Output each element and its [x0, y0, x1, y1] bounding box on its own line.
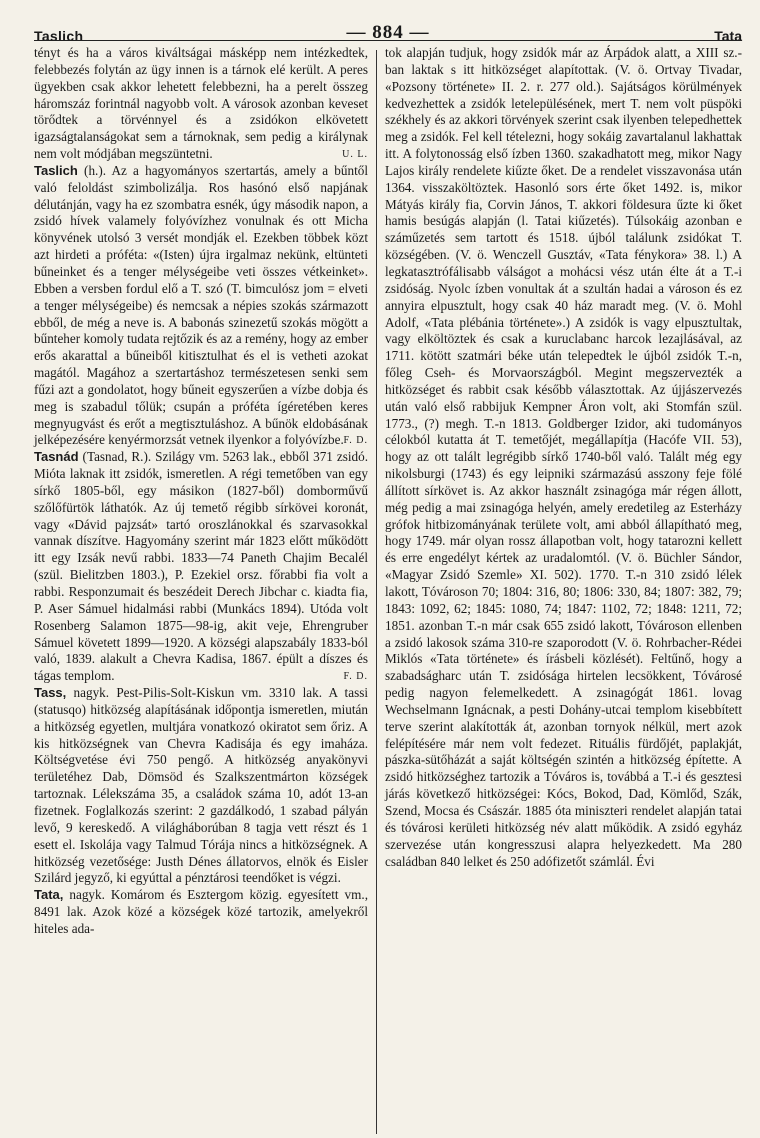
author-signature: F. D.	[343, 435, 368, 447]
author-signature: U. L.	[342, 148, 368, 160]
entry-taslich: Taslich (h.). Az a hagyományos szertartás, amely a bűntől való feloldást szimbolizálja. Ros hasónó első napjának délutánján, vagy ha ez szombatra esnék, úgy második napon, a zsidó hívek valamely folyóvízhez vonulnak és ott Micha könyvének utolsó 3 versét mondják el. Ezekben többek közt azt hirdeti a próféta: «(Isten) újra irgalmaz nekünk, eltünteti bűneinket és a tenger mélységeibe veti összes vétkeinket». Ebben a versben fordul elő a T. szó (T. bimculósz jom = elveti a tenger mélységeibe) és nemcsak a népies szokás származott ebből, de még a neve is. A babonás szinezetű szokás mögött a bűnteher komoly tudata rejtőzik és az a remény, hogy az ember erős akarattal a bűneiből kitisztulhat és el is vetheti azokat magától. Magához a szertartáshoz természetesen senki sem fűzi azt a gondolatot, hogy bűneit egyszerűen a vízbe dobja és meg is szabadul tőlük; csupán a próféta ígéretében keres megnyugvást és erőt a megtisztuláshoz. A bűnök eldobásának jelképezésére kenyérmorzsát vetnek ilyenkor a folyóvízbe.	[34, 162, 369, 448]
entry-tasnad: Tasnád (Tasnad, R.). Szilágy vm. 5263 lak., ebből 371 zsidó. Mióta laknak itt zsidók, ismeretlen. A régi temetőben van egy sírkő 1805-ből, egy másikon (1827-ből) domborművű szőlőfürtök láthatók. Az új temető régibb sírkövei koronát, vagy «Dávid pajzsát» tartó oroszlánokkal és szarvasokkal vannak díszítve. Hagyomány szerint már 1823 előtt működött itt egy Izsák nevű rabbi. 1833—74 Paneth Chajim Becalél (szül. Bielitzben 1803.), P. Ezekiel orsz. főrabbi fia volt a rabbi. Responzumait és beszédeit Derech Jibchar c. kiadta fia, P. Aser Sámuel hidalmási rabbi (Munkács 1894). Utóda volt Rosenberg Salamon 1875—98-ig, akit veje, Ehrengruber Sámuel követett 1899—1920. A községi alapszabály 1833-ból való, 1839. alakult a Chevra Kadisa, 1867. épült a díszes és tágas templom.	[34, 449, 368, 684]
page-number: — 884 —	[346, 22, 430, 43]
entry-tata: Tata, nagyk. Komárom és Esztergom közig. egyesített vm., 8491 lak. Azok közé a községek közé tartozik, amelyekről hiteles ada-	[34, 887, 368, 936]
entry-headword: Tata,	[34, 887, 64, 903]
entry-headword: Tasnád	[34, 449, 79, 465]
right-column	[385, 45, 742, 870]
entry-headword: Tass,	[34, 685, 67, 701]
entry-tass: Tass, nagyk. Pest-Pilis-Solt-Kiskun vm. 3310 lak. A tassi (statusqo) hitközség alapításának időpontja ismeretlen, miután a hitközség egyetlen, multjára vonatkozó okiratot sem őriz. A kis hitközségnek van Chevra Kadisája és egy imaháza. Költségvetése évi 750 pengő. A hitközség anyakönyvi területéhez Dab, Dömsöd és Szalkszentmárton községek tartoznak. Lélekszáma 35, a családok száma 10, adót 13-an fizetnek. Foglalkozás szerint: 2 gazdálkodó, 1 szabad pályán levő, 9 kereskedő. A világháborúban 8 tagja vett részt és 1 esett el. Iskolája vagy Talmud Tórája nincs a hitközségnek. A hitközség vezetősége: Justh Dénes állatorvos, elnök és Eisler Szilárd jegyző, ki egyúttal a pénztárosi teendőket is végzi.	[34, 685, 369, 886]
entry-headword: Taslich	[34, 162, 78, 178]
entry-tata-continued: tok alapján tudjuk, hogy zsidók már az Árpádok alatt, a XIII sz.-ban laktak s itt hitközséget alapítottak. (V. ö. Ortvay Tivadar, «Pozsony története» II. 2. r. 277 old.). Sajátságos körülmények kedvezhettek a zsidók letelepülésének, mert T. nem volt püspöki székhely és az akkori törvények szerint csak ilyenben telepedhettek meg a zsidók. Fel kell tételezni, hogy sokáig zavartalanul lakhattak itt. A folytonosság első ízben 1360. szakadhatott meg, mikor Nagy Lajos király rendelete kiűzte őket. De a rendelet visszavonása után 1364. visszaköltöztek. Hasonló sors érte őket 1492. is, mikor Mátyás király fia, Corvin János, T. akkori földesura űzte ki őket hamis besúgás alapján (l. Tatai kiűzetés). Túlsokáig azonban e száműzetés sem tartott és 1518. újból találunk zsidókat T. községében. (V. ö. Wenczell Gusztáv, «Tata fénykora» 38. l.) A legkatasztrófálisabb válságot a mohácsi vész után élte át a T.-i zsidóság. Nyolc ízben vonultak át a szultán hadai a városon és ez annyira elpusztult, hogy csak 40 ház maradt meg. (V. ö. Mohl Adolf, «Tata plébánia története».) A zsidók is vagy elpusztultak, vagy elköltöztek és csak a kuruclabanc harcok lezajlásával, az 1711. kötött szatmári béke után telepedtek le újból zsidók T.-n, főleg Cseh- és Morvaországból. Megint megszervezték a hitközséget és rabbit csak később választottak. Az újjászervezés után való első rabbijuk Kempner Áron volt, aki Stomfán szül. 1773., (?) megh. T.-n 1813. Goldberger Izidor, aki tudományos célokból kutatta át T. temetőjét, megállapítja (Hacófe VII. 53), hogy az ott talált legrégibb sírkő 1740-ből való. Talált még egy nikolsburgi (1743) és egy leipniki származású asszony feje fölé állított sírkövet is. Az akkor használt zsinagóga már régen állott, még pedig a mai zsinagóga helyén, amely eredetileg az Esterházy grófok hitbizományának területe volt, ami abból állapítható meg, hogy 1749. már olyan rossz állapotban volt, hogy tatarozni kellett és erre engedélyt kértek az uradalomtól. (V. ö. Büchler Sándor, «Magyar Zsidó Szemle» XI. 502). 1770. T.-n 310 zsidó lélek lakott, Tóvároson 70; 1804: 316, 80; 1806: 330, 84; 1807: 382, 79; 1843: 1092, 62; 1845: 1080, 74; 1847: 1102, 72; 1848: 1211, 72; 1851. azonban T.-n már csak 655 zsidó lakott, Tóvároson ellenben a zsidó lakosok száma 310-re szaporodott (V. ö. Rohrbacher-Rédei Miklós «Tata története» és írásbeli közlését). Feltűnő, hogy a szabadságharc után T. zsidósága hirtelen lecsökkent, Tóvárosé pedig nagyon felemelkedett. A zsinagógát 1861. lovag Wechselmann Ignácnak, a pesti Dohány-utcai templom kisebbített terve szerint alakították át, azonban tornyok nélkül, mert azok felépítésére már nem volt fedezet. Rituális fürdőjét, paplakját, pászka-sütőházát a saját költségén szintén a hitközség építette. A zsidó hitközséghez tartozik a Tóváros is, továbbá a T.-i és gesztesi járás következő hitközségei: Kócs, Bokod, Dad, Kömlőd, Szák, Szend, Mocsa és Császár. 1885 óta miniszteri rendelet alapján tatai és tóvárosi kerületi hitközség név alatt működik. A zsidó egyház szervezése után kongresszusi alapra helyezkedett. Ma 280 családban 840 lelket és 250 adófizetőt számlál. Évi	[385, 45, 742, 869]
author-signature: F. D.	[343, 671, 368, 683]
header-right-word: Tata	[714, 28, 742, 44]
column-divider	[376, 50, 377, 1134]
header-rule	[34, 40, 742, 41]
running-header	[34, 10, 742, 44]
left-column	[34, 45, 368, 938]
header-left-word: Taslich	[34, 28, 84, 44]
entry-paragraph: tényt és ha a város kiváltságai másképp nem intézkedtek, felebbezés folytán az ügy innen is a tárnok elé került. A peres ügyekben csak akkor lehetett felebbezni, ha a perelt összeg háromszáz forintnál nagyobb volt. A városok azonban keveset törődtek a törvénnyel és a zsidókon elkövetett igazságtalanságokat sem a tárnoknak, sem pedig a királynak nem volt módjában megszüntetni.	[34, 45, 368, 162]
